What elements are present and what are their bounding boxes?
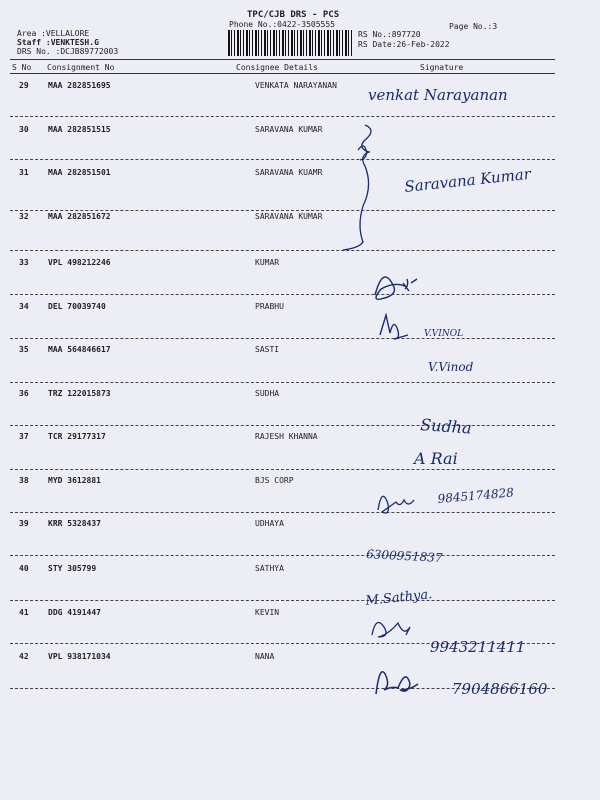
row-consignment-no: MAA 282851501: [48, 168, 111, 177]
signature-42: 7904866160: [452, 680, 548, 698]
row-consignee: VENKATA NARAYANAN: [255, 81, 337, 90]
row-consignee: PRABHU: [255, 302, 284, 311]
staff-label: Staff :VENKTESH.G: [17, 38, 99, 47]
signature-33: [375, 277, 417, 299]
row-consignment-no: STY 305799: [48, 564, 97, 573]
row-consignee: SARAVANA KUAMR: [255, 168, 323, 177]
row-consignment-no: MAA 282851695: [48, 81, 111, 90]
col-consignee-details: Consignee Details: [236, 63, 318, 72]
row-consignment-no: MAA 282851672: [48, 212, 111, 221]
row-consignment-no: VPL 498212246: [48, 258, 111, 267]
row-sno: 42: [19, 652, 29, 661]
row-sno: 29: [19, 81, 29, 90]
signature-41: 9943211411: [430, 638, 526, 656]
row-consignee: SASTI: [255, 345, 280, 354]
row-consignee: KEVIN: [255, 608, 280, 617]
col-signature: Signature: [420, 63, 464, 72]
row-consignment-no: TCR 29177317: [48, 432, 106, 441]
signature-38-scribble: [378, 496, 414, 513]
row-consignee: SATHYA: [255, 564, 284, 573]
drs-number: DRS No. :DCJB89772003: [17, 47, 119, 56]
signature-40: M.Sathya.: [364, 587, 433, 609]
row-sno: 30: [19, 125, 29, 134]
row-sno: 38: [19, 476, 29, 485]
row-sno: 36: [19, 389, 29, 398]
rs-number: RS No.:897720: [358, 30, 421, 39]
row-consignment-no: DDG 4191447: [48, 608, 101, 617]
row-consignment-no: MAA 282851515: [48, 125, 111, 134]
row-consignee: UDHAYA: [255, 519, 284, 528]
row-sno: 34: [19, 302, 29, 311]
signature-34-scribble: [380, 315, 408, 339]
bracket-mark: [343, 125, 371, 250]
row-consignee: SARAVANA KUMAR: [255, 212, 323, 221]
row-consignment-no: KRR 5328437: [48, 519, 101, 528]
signature-38: 9845174828: [437, 485, 515, 506]
row-sno: 39: [19, 519, 29, 528]
row-sno: 40: [19, 564, 29, 573]
signature-31: Saravana Kumar: [403, 164, 532, 196]
row-sno: 37: [19, 432, 29, 441]
row-consignee: RAJESH KHANNA: [255, 432, 318, 441]
row-consignment-no: DEL 70039740: [48, 302, 106, 311]
row-sno: 41: [19, 608, 29, 617]
row-consignee: BJS CORP: [255, 476, 294, 485]
row-sno: 35: [19, 345, 29, 354]
phone-number: Phone No.:0422-3505555: [229, 20, 335, 29]
sheet-title: TPC/CJB DRS - PCS: [247, 10, 340, 20]
row-sno: 32: [19, 212, 29, 221]
signature-34: V.VINOL: [424, 329, 464, 339]
page-number: Page No.:3: [449, 22, 498, 31]
row-consignment-no: VPL 938171034: [48, 652, 111, 661]
signature-42-scribble: [376, 672, 418, 694]
row-consignment-no: TRZ 122015873: [48, 389, 111, 398]
row-sno: 33: [19, 258, 29, 267]
signature-35: V.Vinod: [428, 360, 474, 374]
row-consignee: KUMAR: [255, 258, 280, 267]
signature-36: Sudha: [419, 415, 473, 438]
row-consignment-no: MAA 564846617: [48, 345, 111, 354]
rs-date: RS Date:26-Feb-2022: [358, 40, 450, 49]
area-label: Area :VELLALORE: [17, 29, 90, 38]
signature-37: A Rai: [414, 449, 458, 468]
row-consignment-no: MYD 3612881: [48, 476, 101, 485]
row-sno: 31: [19, 168, 29, 177]
row-consignee: NANA: [255, 652, 275, 661]
signature-29: venkat Narayanan: [368, 86, 508, 104]
col-consignment-no: Consignment No: [47, 63, 115, 72]
signature-39: 6300951837: [365, 547, 443, 565]
signature-41-scribble: [372, 623, 410, 638]
col-sno: S No: [12, 63, 32, 72]
row-consignee: SUDHA: [255, 389, 280, 398]
row-consignee: SARAVANA KUMAR: [255, 125, 323, 134]
